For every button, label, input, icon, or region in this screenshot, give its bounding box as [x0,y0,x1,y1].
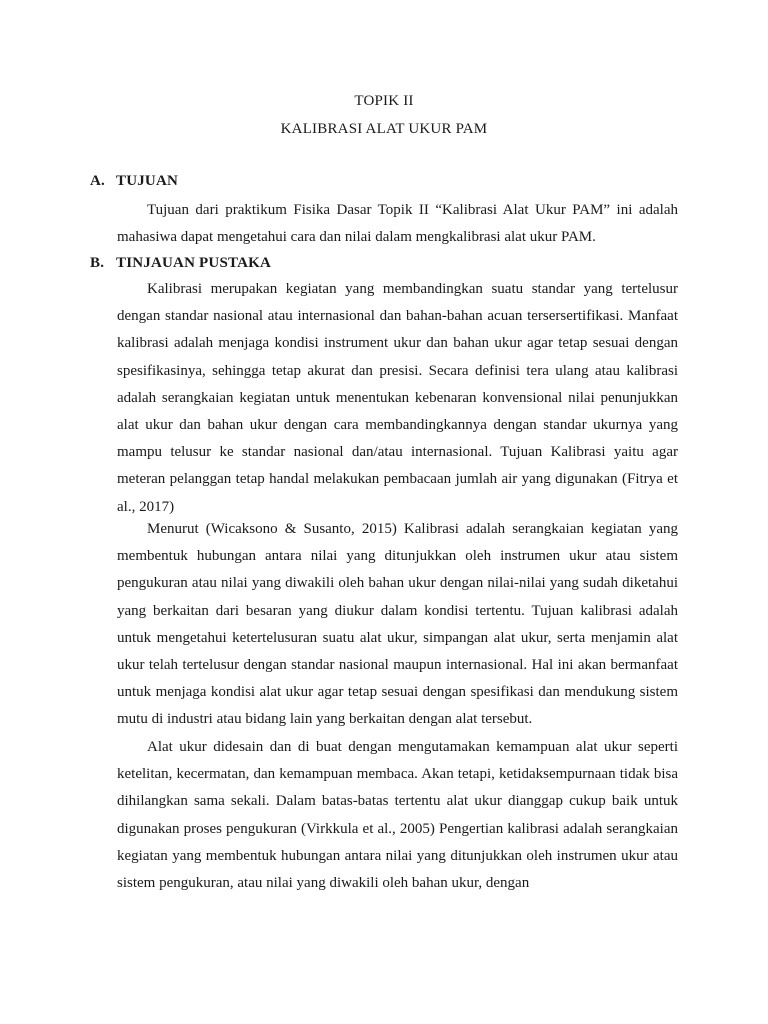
section-number: A. [90,173,105,189]
section-title: TUJUAN [116,173,179,189]
section-title: TINJAUAN PUSTAKA [116,255,272,271]
paragraph-tujuan: Tujuan dari praktikum Fisika Dasar Topik II “Kalibrasi Alat Ukur PAM” ini adalah mahasiwa dapat mengetahui cara dan nilai dalam mengkalibrasi alat ukur PAM. [117,202,678,246]
section-heading-tujuan [90,173,178,190]
paragraph-alat-ukur: Alat ukur didesain dan di buat dengan mengutamakan kemampuan alat ukur seperti ketelitan, kecermatan, dan kemampuan membaca. Akan tetapi, ketidaksempurnaan tidak bisa dihilangkan sama sekali. Dalam batas-batas tertentu alat ukur dianggap cukup baik untuk digunakan proses pengukuran (Virkkula et al., 2005) Pengertian kalibrasi adalah serangkaian kegiatan yang membentuk hubungan antara nilai yang ditunjukkan oleh instrumen ukur atau sistem pengukuran, atau nilai yang diwakili oleh bahan ukur, dengan [117,739,678,892]
topic-label: TOPIK II [354,93,414,109]
section-number: B. [90,255,105,271]
section-heading-tinjauan-pustaka [90,255,271,272]
paragraph-menurut-wicaksono: Menurut (Wicaksono & Susanto, 2015) Kalibrasi adalah serangkaian kegiatan yang membentuk hubungan antara nilai yang ditunjukkan oleh instrumen ukur atau sistem pengukuran atau nilai yang diwakili oleh bahan ukur dengan nilai-nilai yang sudah diketahui yang berkaitan dari besaran yang diukur dalam kondisi tertentu. Tujuan kalibrasi adalah untuk mengetahui ketertelusuran suatu alat ukur, simpangan alat ukur, serta menjamin alat ukur telah tertelusur dengan standar nasional maupun internasional. Hal ini akan bermanfaat untuk menjaga kondisi alat ukur agar tetap sesuai dengan spesifikasi dan mendukung sistem mutu di industri atau bidang lain yang berkaitan dengan alat tersebut. [117,521,678,728]
paragraph-kalibrasi-definisi: Kalibrasi merupakan kegiatan yang membandingkan suatu standar yang tertelusur dengan standar nasional atau internasional dan bahan-bahan acuan tersersertifikasi. Manfaat kalibrasi adalah menjaga kondisi instrument ukur dan bahan ukur agar tetap sesuai dengan spesifikasinya, sehingga tetap akurat dan presisi. Secara definisi tera ulang atau kalibrasi adalah serangkaian kegiatan untuk menentukan kebenaran konvensional nilai penunjukkan alat ukur dan bahan ukur dengan cara membandingkannya dengan standar ukurnya yang mampu telusur ke standar nasional dan/atau internasional. Tujuan Kalibrasi yaitu agar meteran pelanggan tetap handal melakukan pembacaan jumlah air yang digunakan (Fitrya et al., 2017) [117,281,678,515]
document-title: KALIBRASI ALAT UKUR PAM [280,121,488,137]
